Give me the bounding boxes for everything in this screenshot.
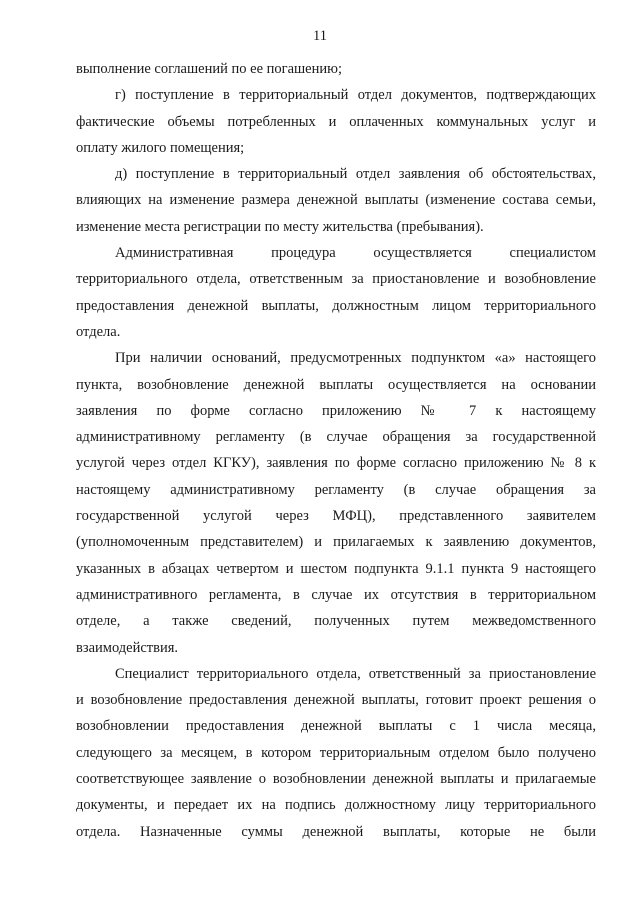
paragraph [76,240,596,345]
paragraph [76,56,596,82]
text-line: предоставления денежной выплаты, должностным лицом территориального [76,297,596,314]
text-line: оплату жилого помещения; [76,139,245,156]
text-line: территориального отдела, ответственным за приостановление и возобновление [76,271,596,288]
document-body [76,56,596,845]
text-line: г) поступление в территориальный отдел документов, подтверждающих [115,87,596,104]
text-line: Специалист территориального отдела, ответственный за приостановление [115,665,596,682]
text-line: административному регламенту (в случае обращения за государственной [76,429,596,446]
text-line: Административная процедура осуществляется специалистом [115,245,596,262]
text-line: и возобновление предоставления денежной выплаты, готовит проект решения о [76,692,596,709]
text-line: следующего за месяцем, в котором территориальным отделом было получено [76,744,596,761]
text-line: д) поступление в территориальный отдел заявления об обстоятельствах, [115,166,596,183]
text-line: отделе, а также сведений, полученных путем межведомственного [76,613,596,630]
text-line: настоящему административному регламенту (в случае обращения за [76,481,596,498]
text-line: соответствующее заявление о возобновлении денежной выплаты и прилагаемые [76,771,596,788]
text-line: заявления по форме согласно приложению № 7 к настоящему [76,402,596,419]
text-line: влияющих на изменение размера денежной выплаты (изменение состава семьи, [76,192,596,209]
text-line: отдела. Назначенные суммы денежной выплаты, которые не были [76,823,596,840]
text-line: фактические объемы потребленных и оплаченных коммунальных услуг и [76,113,596,130]
text-line: При наличии оснований, предусмотренных подпунктом «а» настоящего [115,350,596,367]
text-line: государственной услугой через МФЦ), представленного заявителем [76,508,596,525]
paragraph [76,345,596,661]
page-number: 11 [313,28,327,44]
text-line: отдела. [76,323,121,340]
text-line: (уполномоченным представителем) и прилагаемых к заявлению документов, [76,534,596,551]
text-line: пункта, возобновление денежной выплаты осуществляется на основании [76,376,596,393]
text-line: выполнение соглашений по ее погашению; [76,61,342,77]
text-line: документы, и передает их на подпись должностному лицу территориального [76,797,596,814]
text-line: административного регламента, в случае их отсутствия в территориальном [76,586,596,603]
text-line: возобновлении предоставления денежной выплаты с 1 числа месяца, [76,718,596,735]
paragraph [76,161,596,240]
paragraph [76,82,596,161]
text-line: изменение места регистрации по месту жительства (пребывания). [76,218,484,235]
text-line: взаимодействия. [76,639,179,656]
paragraph [76,661,596,845]
text-line: услугой через отдел КГКУ), заявления по форме согласно приложению № 8 к [76,455,596,472]
text-line: указанных в абзацах четвертом и шестом подпункта 9.1.1 пункта 9 настоящего [76,560,596,577]
